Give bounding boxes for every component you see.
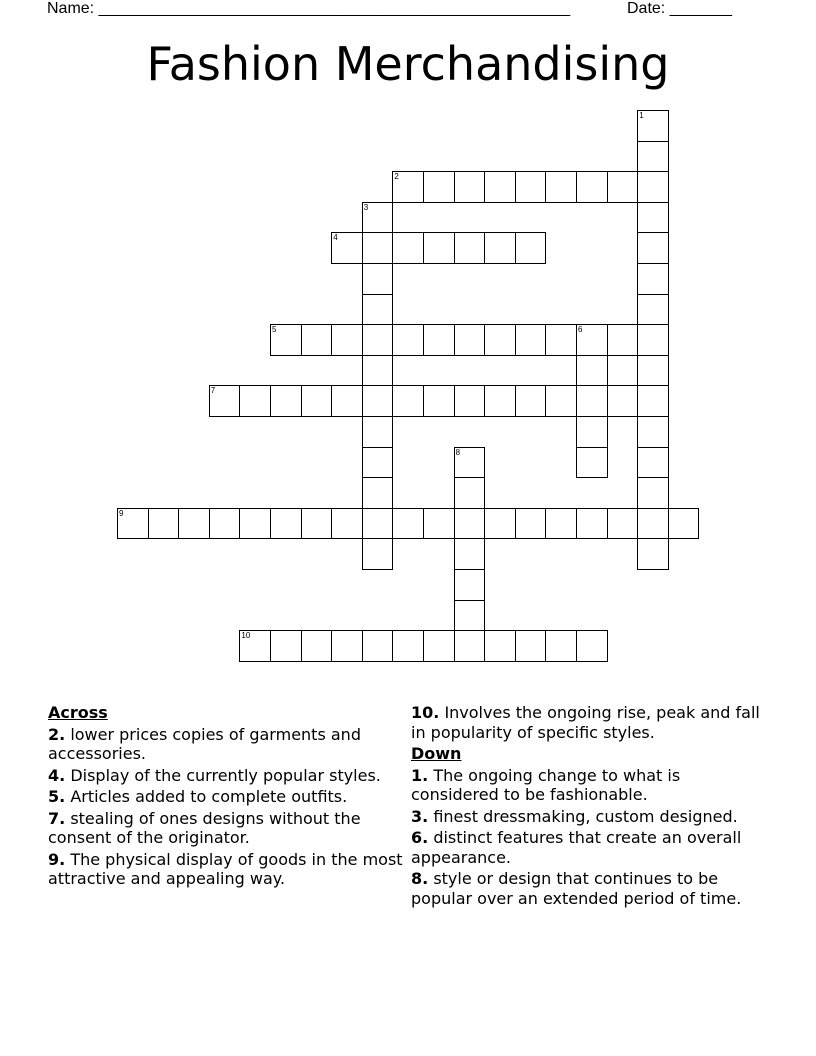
clue-text: style or design that continues to be popular over an extended period of time. bbox=[411, 869, 742, 908]
grid-cell[interactable] bbox=[362, 538, 394, 570]
clue-across-10 bbox=[411, 703, 771, 742]
grid-cell[interactable] bbox=[515, 324, 547, 356]
grid-cell[interactable] bbox=[637, 385, 669, 417]
grid-cell[interactable] bbox=[209, 385, 241, 417]
grid-cell[interactable] bbox=[576, 355, 608, 387]
page-title: Fashion Merchandising bbox=[146, 37, 670, 91]
grid-cell[interactable] bbox=[454, 477, 486, 509]
clue-across-4 bbox=[48, 766, 403, 786]
grid-cell[interactable] bbox=[607, 171, 639, 203]
grid-cell[interactable] bbox=[392, 385, 424, 417]
grid-cell[interactable] bbox=[454, 385, 486, 417]
grid-cell[interactable] bbox=[576, 385, 608, 417]
grid-cell[interactable] bbox=[545, 508, 577, 540]
grid-cell[interactable] bbox=[148, 508, 180, 540]
grid-cell[interactable] bbox=[637, 141, 669, 173]
clue-text: Involves the ongoing rise, peak and fall in popularity of specific styles. bbox=[411, 703, 760, 742]
clue-text: lower prices copies of garments and accessories. bbox=[48, 724, 361, 763]
grid-cell[interactable] bbox=[362, 477, 394, 509]
clue-number: 4. bbox=[48, 765, 66, 785]
grid-cell[interactable] bbox=[515, 630, 547, 662]
grid-cell[interactable] bbox=[637, 110, 669, 142]
grid-cell[interactable] bbox=[637, 355, 669, 387]
grid-cell[interactable] bbox=[607, 508, 639, 540]
grid-cell[interactable] bbox=[637, 538, 669, 570]
grid-cell[interactable] bbox=[576, 508, 608, 540]
grid-cell[interactable] bbox=[362, 385, 394, 417]
grid-cell[interactable] bbox=[515, 171, 547, 203]
clue-number: 7. bbox=[48, 808, 66, 828]
grid-cell[interactable] bbox=[392, 630, 424, 662]
grid-cell[interactable] bbox=[331, 324, 363, 356]
grid-cell[interactable] bbox=[117, 508, 149, 540]
clue-text: distinct features that create an overall appearance. bbox=[411, 828, 742, 867]
clue-text: Display of the currently popular styles. bbox=[70, 765, 381, 785]
grid-cell[interactable] bbox=[362, 232, 394, 264]
grid-cell[interactable] bbox=[607, 385, 639, 417]
cell-number: 4 bbox=[333, 233, 338, 243]
clue-number: 9. bbox=[48, 849, 66, 869]
grid-cell[interactable] bbox=[362, 324, 394, 356]
grid-cell[interactable] bbox=[362, 416, 394, 448]
grid-cell[interactable] bbox=[637, 477, 669, 509]
grid-cell[interactable] bbox=[454, 171, 486, 203]
grid-cell[interactable] bbox=[454, 232, 486, 264]
grid-cell[interactable] bbox=[270, 385, 302, 417]
clue-number: 10. bbox=[411, 703, 440, 722]
date-line: Date: _______ bbox=[627, 0, 732, 17]
grid-cell[interactable] bbox=[454, 324, 486, 356]
clue-across-7 bbox=[48, 809, 403, 848]
grid-cell[interactable] bbox=[331, 508, 363, 540]
grid-cell[interactable] bbox=[576, 630, 608, 662]
clue-number: 1. bbox=[411, 765, 429, 785]
grid-cell[interactable] bbox=[484, 508, 516, 540]
grid-cell[interactable] bbox=[270, 630, 302, 662]
grid-cell[interactable] bbox=[454, 538, 486, 570]
grid-cell[interactable] bbox=[301, 508, 333, 540]
grid-cell[interactable] bbox=[515, 385, 547, 417]
clue-down-8 bbox=[411, 869, 771, 908]
down-heading: Down bbox=[411, 744, 462, 763]
grid-cell[interactable] bbox=[423, 324, 455, 356]
clue-text: The ongoing change to what is considered to be fashionable. bbox=[411, 765, 681, 804]
grid-cell[interactable] bbox=[484, 171, 516, 203]
grid-cell[interactable] bbox=[209, 508, 241, 540]
grid-cell[interactable] bbox=[637, 232, 669, 264]
clue-text: finest dressmaking, custom designed. bbox=[433, 806, 738, 826]
grid-cell[interactable] bbox=[362, 202, 394, 234]
grid-cell[interactable] bbox=[454, 569, 486, 601]
grid-cell[interactable] bbox=[576, 171, 608, 203]
cell-number: 10 bbox=[241, 631, 251, 641]
clue-across-9 bbox=[48, 850, 403, 889]
grid-cell[interactable] bbox=[331, 385, 363, 417]
across-heading: Across bbox=[48, 703, 108, 722]
clue-text: The physical display of goods in the most attractive and appealing way. bbox=[48, 849, 403, 888]
grid-cell[interactable] bbox=[423, 385, 455, 417]
grid-cell[interactable] bbox=[301, 385, 333, 417]
grid-cell[interactable] bbox=[637, 324, 669, 356]
grid-cell[interactable] bbox=[362, 447, 394, 479]
grid-cell[interactable] bbox=[178, 508, 210, 540]
grid-cell[interactable] bbox=[637, 171, 669, 203]
grid-cell[interactable] bbox=[545, 385, 577, 417]
grid-cell[interactable] bbox=[484, 385, 516, 417]
grid-cell[interactable] bbox=[239, 630, 271, 662]
clue-text: Articles added to complete outfits. bbox=[70, 787, 348, 806]
grid-cell[interactable] bbox=[239, 385, 271, 417]
grid-cell[interactable] bbox=[239, 508, 271, 540]
grid-cell[interactable] bbox=[545, 324, 577, 356]
grid-cell[interactable] bbox=[392, 508, 424, 540]
clue-across-5 bbox=[48, 787, 403, 807]
grid-cell[interactable] bbox=[637, 447, 669, 479]
grid-cell[interactable] bbox=[637, 294, 669, 326]
right-clue-column bbox=[411, 703, 771, 908]
grid-cell[interactable] bbox=[331, 630, 363, 662]
grid-cell[interactable] bbox=[576, 416, 608, 448]
cell-number: 7 bbox=[210, 386, 216, 396]
across-clues bbox=[48, 703, 403, 889]
grid-cell[interactable] bbox=[576, 324, 608, 356]
grid-cell[interactable] bbox=[637, 416, 669, 448]
clue-down-3 bbox=[411, 807, 771, 827]
grid-cell[interactable] bbox=[668, 508, 700, 540]
grid-cell[interactable] bbox=[454, 508, 486, 540]
grid-cell[interactable] bbox=[362, 294, 394, 326]
grid-cell[interactable] bbox=[515, 508, 547, 540]
grid-cell[interactable] bbox=[454, 630, 486, 662]
grid-cell[interactable] bbox=[301, 630, 333, 662]
clue-text: stealing of ones designs without the consent of the originator. bbox=[48, 808, 361, 847]
grid-cell[interactable] bbox=[362, 263, 394, 295]
cell-number: 1 bbox=[639, 111, 644, 120]
grid-cell[interactable] bbox=[392, 232, 424, 264]
grid-cell[interactable] bbox=[362, 508, 394, 540]
cell-number: 5 bbox=[272, 325, 277, 335]
grid-cell[interactable] bbox=[545, 630, 577, 662]
grid-cell[interactable] bbox=[637, 263, 669, 295]
grid-cell[interactable] bbox=[392, 324, 424, 356]
grid-cell[interactable] bbox=[270, 508, 302, 540]
cell-number: 8 bbox=[455, 447, 461, 457]
cell-number: 3 bbox=[363, 202, 369, 212]
grid-cell[interactable] bbox=[301, 324, 333, 356]
grid-cell[interactable] bbox=[607, 324, 639, 356]
clue-number: 3. bbox=[411, 806, 429, 826]
grid-cell[interactable] bbox=[576, 447, 608, 479]
grid-cell[interactable] bbox=[484, 630, 516, 662]
clue-number: 8. bbox=[411, 869, 429, 888]
clue-number: 2. bbox=[48, 724, 66, 744]
grid-cell[interactable] bbox=[423, 171, 455, 203]
grid-cell[interactable] bbox=[423, 508, 455, 540]
grid-cell[interactable] bbox=[331, 232, 363, 264]
name-line: Name: _____________________________________________________ bbox=[47, 0, 571, 17]
grid-cell[interactable] bbox=[484, 232, 516, 264]
grid-cell[interactable] bbox=[362, 355, 394, 387]
clue-across-2 bbox=[48, 725, 403, 764]
clue-number: 5. bbox=[48, 787, 66, 806]
grid-cell[interactable] bbox=[270, 324, 302, 356]
grid-cell[interactable] bbox=[362, 630, 394, 662]
grid-cell[interactable] bbox=[484, 324, 516, 356]
clue-down-1 bbox=[411, 766, 771, 805]
cell-number: 9 bbox=[119, 508, 124, 518]
grid-cell[interactable] bbox=[545, 171, 577, 203]
grid-cell[interactable] bbox=[515, 232, 547, 264]
grid-cell[interactable] bbox=[392, 171, 424, 203]
grid-cell[interactable] bbox=[423, 630, 455, 662]
cell-number: 6 bbox=[578, 325, 583, 335]
cell-number: 2 bbox=[394, 172, 399, 182]
grid-cell[interactable] bbox=[637, 508, 669, 540]
grid-cell[interactable] bbox=[637, 202, 669, 234]
clue-number: 6. bbox=[411, 828, 429, 847]
grid-cell[interactable] bbox=[454, 600, 486, 632]
grid-cell[interactable] bbox=[454, 447, 486, 479]
clue-down-6 bbox=[411, 828, 771, 867]
grid-cell[interactable] bbox=[423, 232, 455, 264]
